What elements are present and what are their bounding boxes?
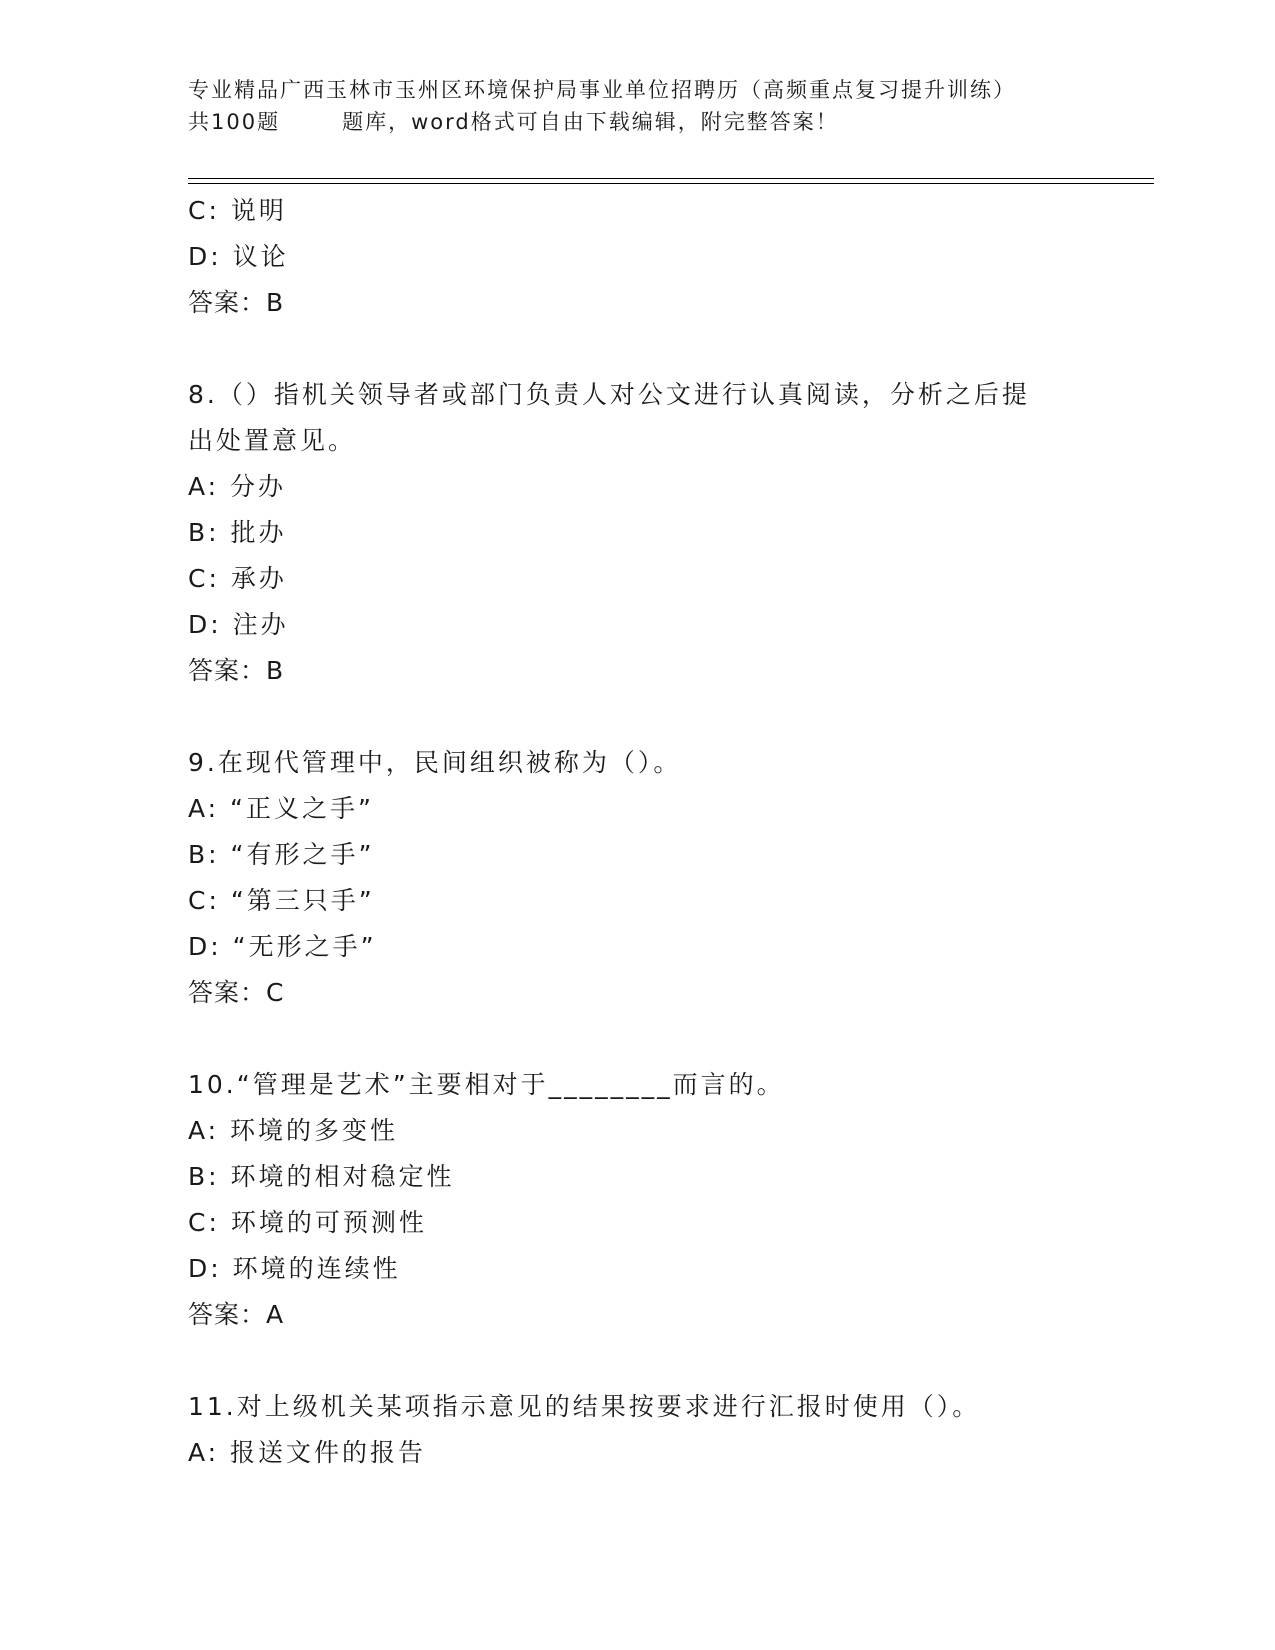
header-format-note: 题库，word格式可自由下载编辑，附完整答案！ [342, 110, 839, 134]
header-divider-top [188, 178, 1154, 179]
question-stem: 9.在现代管理中，民间组织被称为（）。 [188, 748, 682, 777]
option-b: B: 批办 [188, 518, 287, 547]
question-stem: 8.（）指机关领导者或部门负责人对公文进行认真阅读，分析之后提 [188, 380, 1030, 409]
option-c: C: 承办 [188, 564, 287, 593]
question-stem: 10.“管理是艺术”主要相对于________而言的。 [188, 1070, 785, 1099]
question-stem-continued: 出处置意见。 [188, 426, 357, 455]
option-b: B: 环境的相对稳定性 [188, 1162, 455, 1191]
option-c: C: “第三只手” [188, 886, 375, 915]
answer: 答案：A [188, 1300, 285, 1329]
header-count: 共100题 [188, 110, 281, 134]
option-a: A: “正义之手” [188, 794, 374, 823]
answer: 答案：B [188, 656, 285, 685]
question-7-tail [188, 188, 1088, 326]
option-d: D: 环境的连续性 [188, 1254, 401, 1283]
option-b: B: “有形之手” [188, 840, 375, 869]
answer: 答案：B [188, 288, 285, 317]
answer: 答案：C [188, 978, 285, 1007]
header-title: 专业精品广西玉林市玉州区环境保护局事业单位招聘历（高频重点复习提升训练） [188, 78, 1016, 102]
question-11 [188, 1384, 1088, 1476]
option-a: A: 报送文件的报告 [188, 1438, 427, 1467]
header-divider-bottom [188, 183, 1154, 184]
option-a: A: 环境的多变性 [188, 1116, 399, 1145]
header-subtitle [188, 106, 1148, 138]
document-header [188, 74, 1148, 138]
question-stem: 11.对上级机关某项指示意见的结果按要求进行汇报时使用（）。 [188, 1392, 981, 1421]
option-c: C: 环境的可预测性 [188, 1208, 427, 1237]
question-8 [188, 372, 1088, 694]
question-10 [188, 1062, 1088, 1338]
question-list [188, 188, 1088, 1476]
option-d: D: 注办 [188, 610, 289, 639]
question-9 [188, 740, 1088, 1016]
option-d: D: “无形之手” [188, 932, 377, 961]
option-a: A: 分办 [188, 472, 287, 501]
option-d: D: 议论 [188, 242, 289, 271]
option-c: C: 说明 [188, 196, 287, 225]
